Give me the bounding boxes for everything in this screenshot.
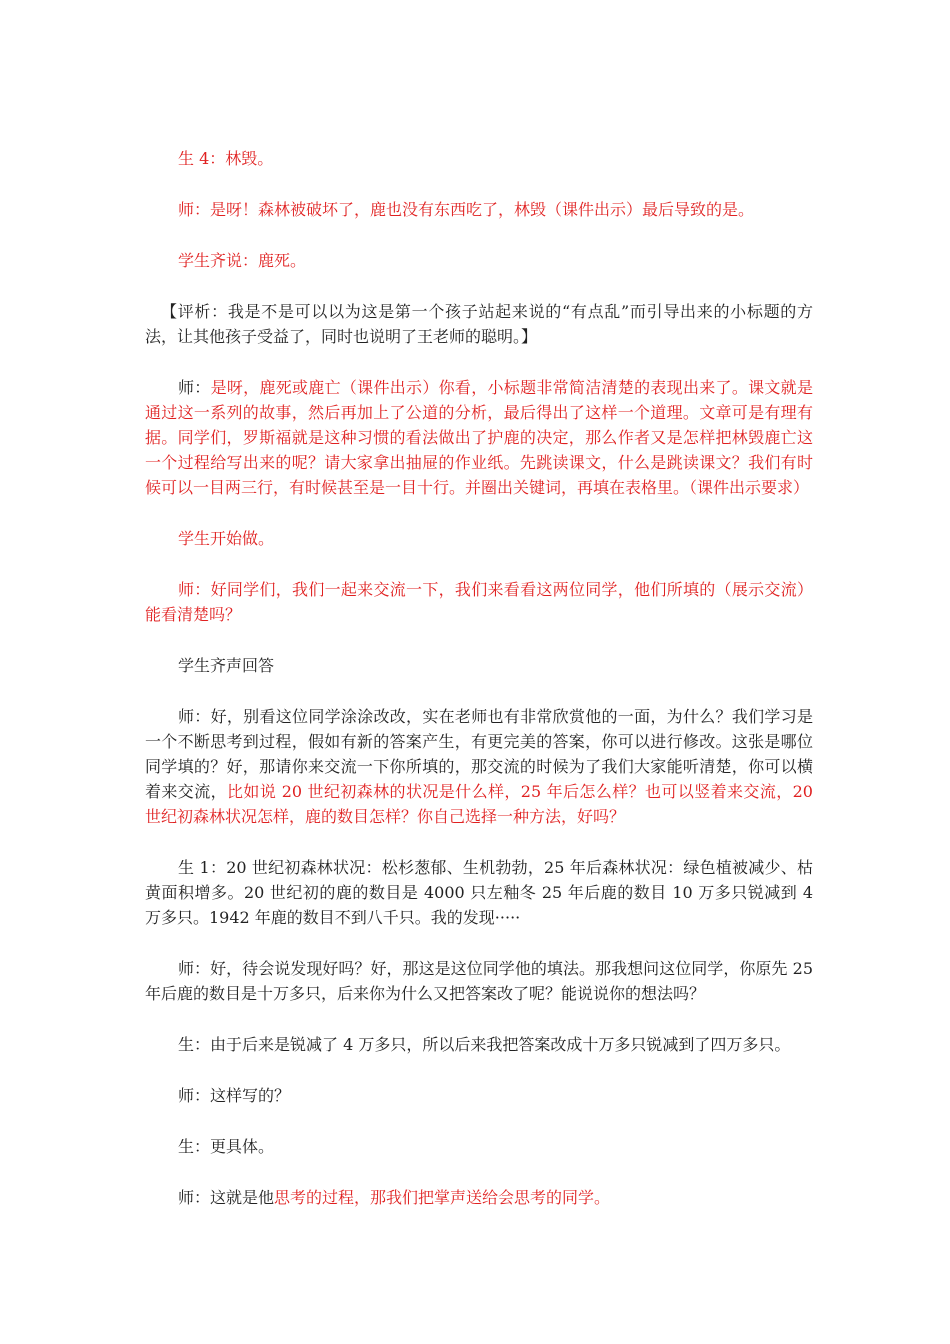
text-run: 学生齐声回答 [178,656,275,675]
paragraph-13 [145,1083,813,1108]
paragraph-1 [145,146,813,171]
paragraph-5 [145,375,813,500]
text-run: 生 1：20 世纪初森林状况：松杉葱郁、生机勃勃，25 年后森林状况：绿色植被减少、枯黄面积增多。20 世纪初的鹿的数目是 4000 只左釉冬 25 年后鹿的数目 10 万多只锐减到 4 万多只。1942 年鹿的数目不到八千只。我的发现····· [145,858,813,927]
paragraph-6 [145,526,813,551]
text-run: 师： [178,378,211,397]
text-run: 师：好，别看这位同学涂涂改改，实在老师也有非常欣赏他的一面，为什么？我们学习是一个不断思考到过程，假如有新的答案产生，有更完美的答案，你可以进行修改。这张是哪位同学填的？好，那请你来交流一下你所填的，那交流的时候为了我们大家能听清楚，你可以横着来交流， [145,707,813,801]
paragraph-8 [145,653,813,678]
paragraph-12 [145,1032,813,1057]
text-run-highlight: 比如说 20 世纪初森林的状况是什么样，25 年后怎么样？也可以竖着来交流，20 世纪初森林状况怎样，鹿的数目怎样？你自己选择一种方法，好吗？ [145,782,813,826]
text-run: 生 4：林毁。 [178,149,274,168]
document-body [145,146,813,1210]
text-run: 师：好同学们，我们一起来交流一下，我们来看看这两位同学，他们所填的（展示交流）能看清楚吗？ [145,580,813,624]
text-run-highlight: 思考的过程，那我们把掌声送给会思考的同学。 [274,1188,611,1207]
text-run: 师：是呀！森林被破坏了，鹿也没有东西吃了，林毁（课件出示）最后导致的是。 [178,200,755,219]
text-run: 生：更具体。 [178,1137,275,1156]
text-run-highlight: 是呀，鹿死或鹿亡（课件出示）你看，小标题非常简洁清楚的表现出来了。课文就是通过这一系列的故事，然后再加上了公道的分析，最后得出了这样一个道理。文章可是有理有据。同学们，罗斯福就是这种习惯的看法做出了护鹿的决定，那么作者又是怎样把林毁鹿亡这一个过程给写出来的呢？请大家拿出抽屉的作业纸。先跳读课文，什么是跳读课文？我们有时候可以一目两三行，有时候甚至是一目十行。并圈出关键词，再填在表格里。（课件出示要求） [145,378,813,497]
paragraph-9 [145,704,813,829]
paragraph-2 [145,197,813,222]
text-run: 生：由于后来是锐减了 4 万多只，所以后来我把答案改成十万多只锐减到了四万多只。 [178,1035,791,1054]
text-run: 师：这样写的？ [178,1086,291,1105]
paragraph-7 [145,577,813,627]
text-run: 学生开始做。 [178,529,275,548]
paragraph-11 [145,956,813,1006]
paragraph-10 [145,855,813,930]
commentary-paragraph [145,299,813,349]
text-run: 【评析：我是不是可以以为这是第一个孩子站起来说的“有点乱”而引导出来的小标题的方法，让其他孩子受益了，同时也说明了王老师的聪明。】 [145,302,813,346]
paragraph-14 [145,1134,813,1159]
text-run: 师：好，待会说发现好吗？好，那这是这位同学他的填法。那我想问这位同学，你原先 25 年后鹿的数目是十万多只，后来你为什么又把答案改了呢？能说说你的想法吗？ [145,959,813,1003]
paragraph-15 [145,1185,813,1210]
paragraph-3 [145,248,813,273]
text-run: 学生齐说：鹿死。 [178,251,307,270]
text-run: 师：这就是他 [178,1188,275,1207]
